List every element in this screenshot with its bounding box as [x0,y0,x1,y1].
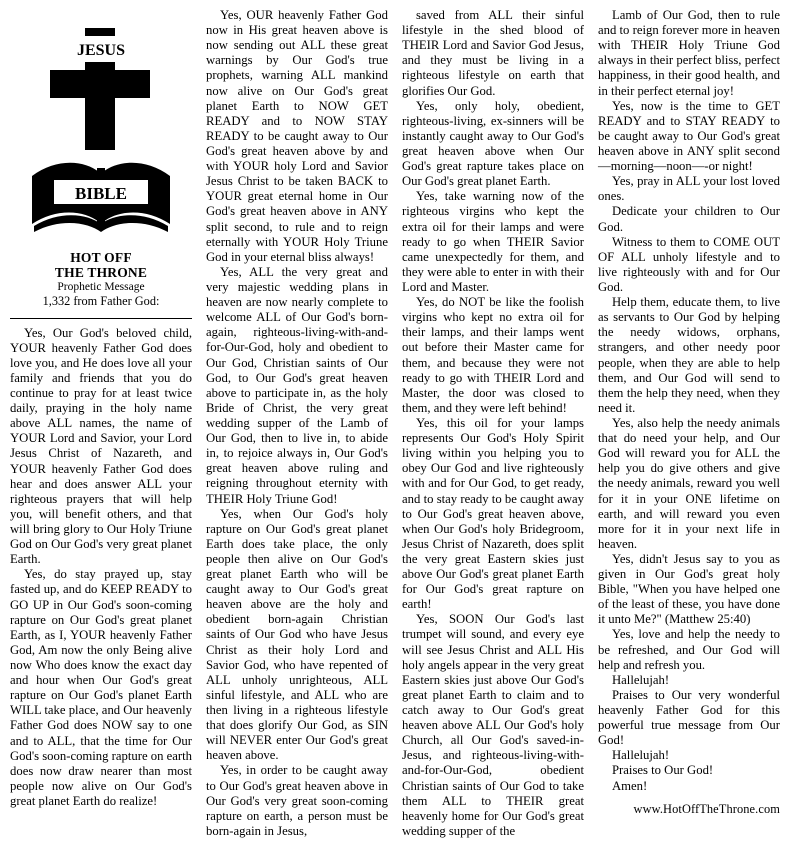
paragraph: Praises to Our God! [612,763,714,778]
paragraph: Yes, love and help the needy to be refreshed, and Our God will help and refresh you. [598,627,780,672]
publication-title-line2: THE THRONE [54,265,148,281]
publication-subtitle: Prophetic Message [57,281,145,294]
paragraph: Yes, only holy, obedient, righteous-living, ex-sinners will be instantly caught away to Our God's great heaven above when Our God's great rapture takes place on Our God's great planet Earth. [402,98,584,189]
publication-issue: 1,332 from Father God: [42,294,160,309]
paragraph: Help them, educate them, to live as servants to Our God by helping the needy widows, orphans, strangers, and other needy poor people, when they are able to help them, and Our God will send to them the help they need, when they need it. [598,295,780,415]
paragraph: Yes, when Our God's holy rapture on Our God's great planet Earth does take place, the only people then alive on Our God's great planet Earth who will be caught away to Our God's great heaven above are the holy and obedient born-again Christian saints of Our God who have Jesus Christ as their holy Lord and Savior God, who have repented of ALL unholy unrighteous, ALL sinful lifestyle, and ALL who are then living in a righteous lifestyle that does glorify Our God, as SIN will NEVER enter Our God's great heaven above. [206,506,388,763]
paragraph: Yes, OUR heavenly Father God now in His great heaven above is now sending out ALL these great warnings by Our God's true prophets, warning ALL mankind now alive on Our God's great planet Earth to NOW GET READY and to NOW STAY READY to be caught away to Our God's great heaven above by and with YOUR holy Lord and Savior Jesus Christ to be taken BACK to YOUR great eternal home in Our God's great heaven above in ANY split second, to rule and to reign eternally with YOUR Holy Triune God in your eternal bliss always! [206,8,388,264]
paragraph: Amen! [612,778,648,793]
paragraph: Lamb of Our God, then to rule and to reign forever more in heaven with THEIR Holy Triune God always in their perfect bliss, perfect happiness, in their good health, and in their perfect eternal joy! [598,8,780,98]
column-3 [402,8,584,839]
paragraph: Yes, pray in ALL your lost loved ones. [598,174,780,204]
column-1 [10,8,192,809]
closing-praise-block [598,673,780,794]
masthead-divider [10,318,192,319]
paragraph: Yes, didn't Jesus say to you as given in Our God's great holy Bible, "When you have helped one of the least of these, you have done it unto Me?" (Matthew 25:40) [598,551,780,627]
paragraph: Witness to them to COME OUT OF ALL unholy lifestyle and to live righteously with and for Our God. [598,234,780,294]
column-2 [206,8,388,839]
publication-title-line1: HOT OFF [70,250,132,265]
paragraph: Hallelujah! [612,672,670,687]
paragraph: Yes, ALL the very great and very majestic wedding plans in heaven are now nearly complete to welcome ALL of Our God's born-again, righteous-living-with-and-for-Our-God, holy and obedient to Our God, Christian saints of Our God, to Our God's great heaven above to participate in, as the holy Bride of Christ, the very great wedding supper of the Lamb of Our God, then to live in, to abide in, to rejoice always in, Our God's great heaven above ruling and reigning throughout eternity with THEIR Holy Triune God! [206,264,388,506]
paragraph: Yes, do stay prayed up, stay fasted up, and do KEEP READY to GO UP in Our God's soon-coming rapture on Our God's great planet Earth, as I, YOUR heavenly Father God, Am now the only Being alive now Who does know the exact day and hour when Our God's great rapture on Our God's planet Earth WILL take place, and Our heavenly Father God does NOW say to one and to ALL, that the time for Our God's soon-coming rapture on earth does now draw nearer than most people now alive on Our God's great planet Earth do realize! [10,567,192,808]
website-url[interactable]: www.HotOffTheThrone.com [633,801,780,816]
column-4 [598,8,780,816]
svg-text:JESUS: JESUS [76,42,126,59]
paragraph: Dedicate your children to Our God. [598,204,780,234]
paragraph: Yes, now is the time to GET READY and to STAY READY to be caught away to Our God's great heaven above in ANY split second—morning—noon—-or night! [598,98,780,174]
svg-text:BIBLE: BIBLE [75,184,127,203]
paragraph: saved from ALL their sinful lifestyle in the shed blood of THEIR Lord and Savior God Jesus, and they must be living in a righteous lifestyle on earth that glorifies Our God. [402,8,584,98]
paragraph: Yes, this oil for your lamps represents Our God's Holy Spirit living within you helping you to obey Our God and live righteously with and for Our God, to get ready, and to stay ready to be caught away to Our God's great heaven above, when Our God's holy Bridegroom, Jesus Christ of Nazareth, does split the very great Eastern skies just above Our God's great planet Earth for Our God's great rapture on earth! [402,415,584,612]
paragraph: Yes, SOON Our God's last trumpet will sound, and every eye will see Jesus Christ and ALL His holy angels appear in the very great Eastern skies just above Our God's great planet Earth to claim and to catch away to Our God's great heaven above ALL Our God's holy Church, all Our God's saved-in-Jesus, and righteous-living-with-and-for-Our-God, obedient Christian saints of Our God to take them ALL to THEIR great heavenly home for Our God's great wedding supper of the [402,612,584,838]
paragraph: Yes, do NOT be like the foolish virgins who kept no extra oil for their lamps, and their lamps went out before their Master came for them, and because they were not ready to go with THEIR Lord and Master, the door was closed to them, and they were left behind! [402,295,584,415]
paragraph: Yes, Our God's beloved child, YOUR heavenly Father God does love you, and He does love all your family and friends that you do continue to pray for at least twice daily, praying in the holy name above ALL names, the name of YOUR Lord and Savior, your Lord Jesus Christ of Nazareth, and YOUR heavenly Father God does hear and does answer ALL your righteous prayers that will help you, will benefit others, and that will bring glory to Our Holy Triune God on Our God's very great planet Earth. [10,325,192,567]
paragraph: Yes, take warning now of the righteous virgins who kept the extra oil for their lamps and were ready to go when THEIR Savior came unexpectedly for them, and they were able to enter in with their Lord and Master. [402,189,584,294]
paragraph: Praises to Our very wonderful heavenly Father God for this powerful true message from Our God! [598,687,780,748]
publication-title [10,250,192,280]
paragraph: Yes, in order to be caught away to Our God's great heaven above in Our God's very great soon-coming rapture on earth, a person must be born-again in Jesus, [206,763,388,838]
cross-bible-icon [26,8,176,246]
cross-and-bible-logo [10,8,192,246]
paragraph: Yes, also help the needy animals that do need your help, and Our God will reward you for ALL the help you do give others and give the needy animals, reward you well for it in your ONE lifetime on earth, and will reward you even more for it in your next life in heaven. [598,415,780,551]
article-columns [10,8,786,842]
masthead [10,8,192,319]
paragraph: Hallelujah! [612,748,670,763]
